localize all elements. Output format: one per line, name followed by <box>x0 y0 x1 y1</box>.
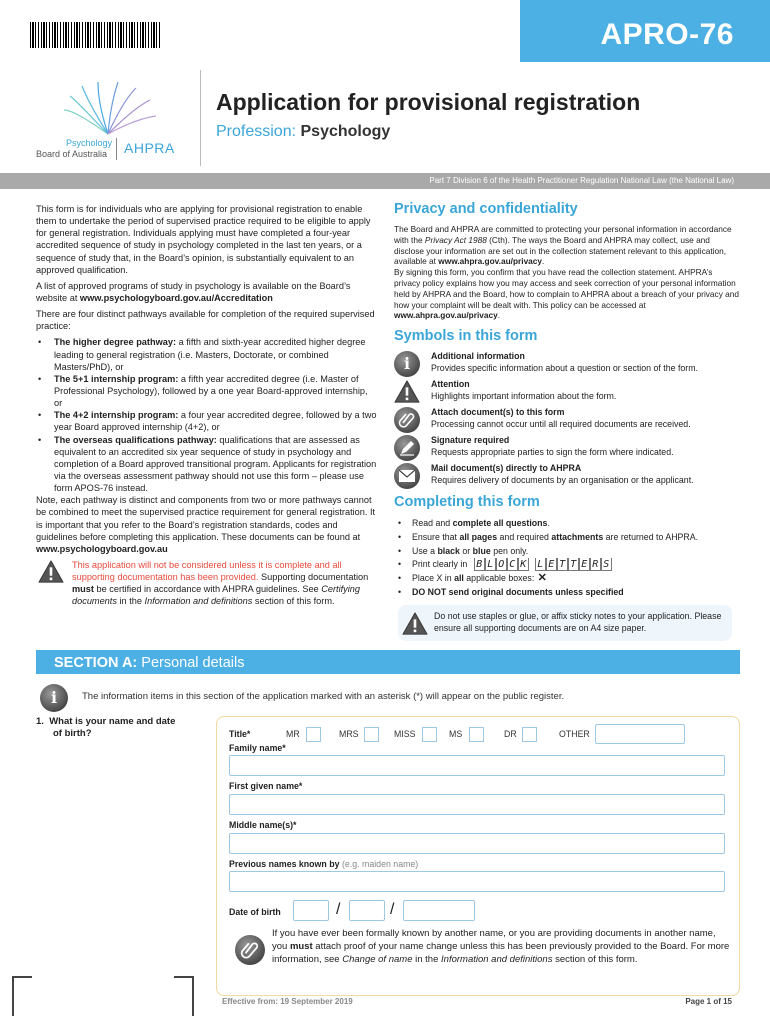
completing-bold: all <box>454 572 464 583</box>
symbol-item <box>394 435 739 463</box>
logo-text-psychology: Psychology <box>66 138 113 148</box>
dob-label: Date of birth <box>229 907 281 917</box>
previous-names-input[interactable] <box>229 871 725 892</box>
symbol-title: Additional information <box>431 351 525 362</box>
question-text: What is your name and date <box>49 716 176 727</box>
title-mr-checkbox[interactable] <box>306 727 321 742</box>
symbol-title: Attention <box>431 379 470 390</box>
symbol-item <box>394 351 739 379</box>
completing-text: Read and <box>412 518 453 529</box>
completing-bold: DO NOT send original documents unless specified <box>412 586 624 597</box>
note-must: must <box>289 940 313 952</box>
dob-separator: / <box>336 901 341 918</box>
symbol-desc: Provides specific information about a question or section of the form. <box>431 362 698 373</box>
symbol-desc: Processing cannot occur until all required documents are received. <box>431 418 691 429</box>
pathway-text: qualifications that are assessed as equivalent to an accredited six year sequence of study in psychology and completion of a Board approved transitional program. Applicants for registration via the overseas assessment pathway should not use this form – please use form APOS-76 instead. <box>54 434 377 494</box>
block-letter-cell: C <box>507 558 518 571</box>
intro-paragraph-3: There are four distinct pathways available for completion of the required supervised practice: <box>36 309 375 332</box>
profession-value: Psychology <box>300 123 391 140</box>
completing-item <box>394 558 739 572</box>
paperclip-icon <box>235 935 265 965</box>
title-option-label: OTHER <box>559 729 590 739</box>
completing-text: applicable boxes: <box>463 572 535 583</box>
title-other-input[interactable] <box>595 724 685 744</box>
pen-icon <box>394 435 420 461</box>
pathway-item <box>36 336 378 372</box>
note-text: section of this form. <box>552 953 638 965</box>
title-mrs-checkbox[interactable] <box>364 727 379 742</box>
completing-list <box>394 517 739 599</box>
completing-heading: Completing this form <box>394 494 540 511</box>
title-option-label: MRS <box>339 729 359 739</box>
privacy-text <box>394 224 739 321</box>
completing-text: Ensure that <box>412 532 460 543</box>
staple-note: Do not use staples or glue, or affix sticky notes to your application. Please ensure all supporting documents are on A4 size paper. <box>434 611 722 634</box>
privacy-act: Privacy Act 1988 <box>424 234 487 245</box>
question-text: of birth? <box>53 728 92 740</box>
completing-bold: attachments <box>551 532 604 543</box>
privacy-text-part: . <box>497 310 501 321</box>
attention-must: must <box>72 584 94 595</box>
form-code: APRO-76 <box>600 18 734 51</box>
pathway-text: a fifth year accredited degree (i.e. Master of Professional Psychology), followed by a one year Board-approved internship, or <box>54 373 368 409</box>
block-letters-example <box>474 558 612 571</box>
completing-bold: black <box>437 545 460 556</box>
previous-names-label <box>229 859 418 870</box>
scan-corner-mark <box>12 976 32 1016</box>
accreditation-link[interactable]: www.psychologyboard.gov.au/Accreditation <box>79 292 273 303</box>
symbol-title: Mail document(s) directly to AHPRA <box>431 463 582 474</box>
privacy-link[interactable]: www.ahpra.gov.au/privacy <box>394 310 498 321</box>
attention-text: in the <box>116 596 145 607</box>
attention-text: section of this form. <box>252 596 335 607</box>
psychology-board-logo-icon <box>58 80 158 136</box>
completing-text: and required <box>497 532 552 543</box>
symbol-item <box>394 463 739 491</box>
attention-note <box>36 559 378 608</box>
board-website-link[interactable]: www.psychologyboard.gov.au <box>36 543 168 554</box>
symbol-desc: Highlights important information about the form. <box>431 390 617 401</box>
section-a-label: SECTION A: <box>54 655 138 671</box>
title-option-label: MS <box>449 729 463 739</box>
dob-month-input[interactable] <box>349 900 385 921</box>
symbol-item <box>394 407 739 435</box>
attention-text: be certified in accordance with AHPRA guidelines. See <box>93 584 322 595</box>
barcode <box>30 22 162 48</box>
section-a-name: Personal details <box>141 655 245 671</box>
staple-warning-box <box>398 605 732 641</box>
attention-red-text: This application will not be considered unless it is complete and all supporting documentation has been provided. <box>72 559 342 583</box>
completing-item <box>394 531 739 545</box>
paperclip-icon <box>394 407 420 433</box>
name-change-note <box>272 928 732 966</box>
completing-text: pen only. <box>490 545 529 556</box>
first-name-label: First given name* <box>229 781 303 791</box>
completing-bold: complete all questions <box>452 518 548 529</box>
info-icon: i <box>40 684 68 712</box>
pathway-item <box>36 373 378 409</box>
privacy-heading: Privacy and confidentiality <box>394 201 578 217</box>
attention-text: Supporting documentation <box>258 572 369 583</box>
title-dr-checkbox[interactable] <box>522 727 537 742</box>
title-option-label: MISS <box>394 729 416 739</box>
completing-bold: all pages <box>459 532 498 543</box>
completing-item <box>394 545 739 559</box>
block-letter-cell: E <box>579 558 590 571</box>
intro-paragraph-1: This form is for individuals who are applying for provisional registration to enable them to undertake the period of supervised practice required to be eligible to apply for general registration. Individuals applying must have completed a four-year accredited sequence of study in psychology completed in the last ten years, or a sequence of study that, in the Board’s opinion, is substantially equivalent to an approved qualification. <box>36 204 371 275</box>
note-ref: Change of name <box>342 953 413 965</box>
dob-separator: / <box>390 901 395 918</box>
warning-icon <box>402 611 428 637</box>
intro-column <box>36 203 378 608</box>
logo-text-board: Board of Australia <box>36 149 108 159</box>
title-label: Title* <box>229 729 251 739</box>
note-ref: Information and definitions <box>441 953 553 965</box>
middle-name-input[interactable] <box>229 833 725 854</box>
middle-name-label: Middle name(s)* <box>229 820 297 830</box>
attention-ref: Information and definitions <box>144 596 253 607</box>
dob-day-input[interactable] <box>293 900 329 921</box>
symbol-title: Attach document(s) to this form <box>431 407 565 418</box>
completing-text: are returned to AHPRA. <box>603 532 699 543</box>
symbol-item <box>394 379 739 407</box>
block-letter-cell: O <box>496 558 507 571</box>
intro-text: Note, each pathway is distinct and components from two or more pathways cannot be combined to meet the supervised practice requirement for general registration. It is important that you refer to the Board’s registration standards, codes and guidelines before completing this application. These documents can be found at <box>36 495 376 542</box>
page-title: Application for provisional registration <box>216 89 641 115</box>
section-a-title <box>54 654 244 672</box>
block-letter-cell: T <box>557 558 568 571</box>
warning-icon <box>394 379 420 405</box>
x-mark-icon: ✕ <box>537 572 547 585</box>
completing-text: Print clearly in <box>412 559 468 570</box>
privacy-text-part: (Cth). The ways the Board and AHPRA may collect, use and disclose your information are set out in the collection statement relevant to this application, available at <box>394 234 727 267</box>
logo-ahpra: AHPRA <box>124 140 175 156</box>
intro-paragraph-2 <box>36 280 378 304</box>
question-number: 1. <box>36 716 44 727</box>
block-letter-cell: E <box>546 558 557 571</box>
privacy-text-part: . <box>542 256 545 267</box>
profession-label: Profession: <box>216 123 297 140</box>
symbol-desc: Requests appropriate parties to sign the form where indicated. <box>431 446 674 457</box>
pathway-name: The higher degree pathway: <box>54 337 177 348</box>
pathway-name: The 5+1 internship program: <box>54 373 179 384</box>
info-icon: i <box>394 351 420 377</box>
pathway-name: The 4+2 internship program: <box>54 410 179 421</box>
title-ms-checkbox[interactable] <box>469 727 484 742</box>
warning-icon <box>38 559 64 585</box>
pathway-text: a four year accredited degree, followed by a two year Board approved internship (4+2), or <box>54 410 377 433</box>
completing-bold: blue <box>472 545 491 556</box>
privacy-text-part: The Board and AHPRA are committed to protecting your personal information in accordance with the <box>394 224 732 245</box>
block-letter-cell: S <box>601 558 612 571</box>
scan-corner-mark <box>174 976 194 1016</box>
title-miss-checkbox[interactable] <box>422 727 437 742</box>
pathway-text: a fifth and sixth-year accredited higher degree leading to general registration (i.e. Masters, Doctorate, or combined Masters/PhD), or <box>54 337 366 372</box>
completing-text: or <box>459 545 473 556</box>
attention-ref: Certifying documents <box>72 584 361 607</box>
first-name-input[interactable] <box>229 794 725 815</box>
intro-text: A list of approved programs of study in psychology is available on the Board’s website at <box>36 280 351 303</box>
block-letter-cell: R <box>590 558 601 571</box>
logo-divider <box>116 138 117 160</box>
previous-names-hint: (e.g. maiden name) <box>341 859 419 869</box>
family-name-label: Family name* <box>229 743 286 753</box>
symbol-title: Signature required <box>431 435 510 446</box>
privacy-text-part: By signing this form, you confirm that you have read the collection statement. AHPRA’s privacy policy explains how you may access and seek correction of your personal information held by AHPRA and the Board, how to complain to AHPRA about a breach of your privacy and how your complaint will be dealt with. This policy can be accessed at <box>394 267 739 310</box>
dob-year-input[interactable] <box>403 900 475 921</box>
completing-text: Use a <box>412 545 438 556</box>
header-divider <box>200 70 201 166</box>
note-text: attach proof of your name change unless this has been previously provided to the Board. For more information, see <box>272 940 730 965</box>
pathway-list <box>36 336 378 494</box>
block-letter-cell: L <box>485 558 496 571</box>
symbol-desc: Requires delivery of documents by an organisation or the applicant. <box>431 474 694 485</box>
pathway-item <box>36 434 378 495</box>
intro-paragraph-4 <box>36 494 378 555</box>
privacy-link[interactable]: www.ahpra.gov.au/privacy <box>438 256 543 267</box>
profession <box>216 122 390 142</box>
completing-text: . <box>547 518 550 529</box>
family-name-input[interactable] <box>229 755 725 776</box>
pathway-item <box>36 409 378 433</box>
effective-date: Effective from: 19 September 2019 <box>222 997 353 1006</box>
title-option-label: MR <box>286 729 300 739</box>
right-column <box>394 200 739 641</box>
symbols-heading: Symbols in this form <box>394 328 538 345</box>
law-reference: Part 7 Division 6 of the Health Practitioner Regulation National Law (the National Law) <box>429 176 734 185</box>
note-text: If you have ever been formally known by another name, or you are providing documents in another name, you <box>272 928 716 952</box>
completing-item <box>394 572 739 586</box>
block-letter-cell: L <box>535 558 546 571</box>
completing-item <box>394 517 739 531</box>
completing-text: Place X in <box>412 572 455 583</box>
public-register-note: The information items in this section of the application marked with an asterisk (*) will appear on the public register. <box>82 691 565 702</box>
note-text: in the <box>412 953 442 965</box>
pathway-name: The overseas qualifications pathway: <box>54 434 217 445</box>
question-1 <box>36 716 175 741</box>
previous-names-text: Previous names known by <box>229 859 340 869</box>
completing-item <box>394 586 739 600</box>
block-letter-cell: T <box>568 558 579 571</box>
block-letter-cell: B <box>474 558 485 571</box>
page-number: Page 1 of 15 <box>685 997 732 1006</box>
envelope-icon <box>394 463 420 489</box>
block-letter-cell: K <box>518 558 529 571</box>
title-option-label: DR <box>504 729 517 739</box>
